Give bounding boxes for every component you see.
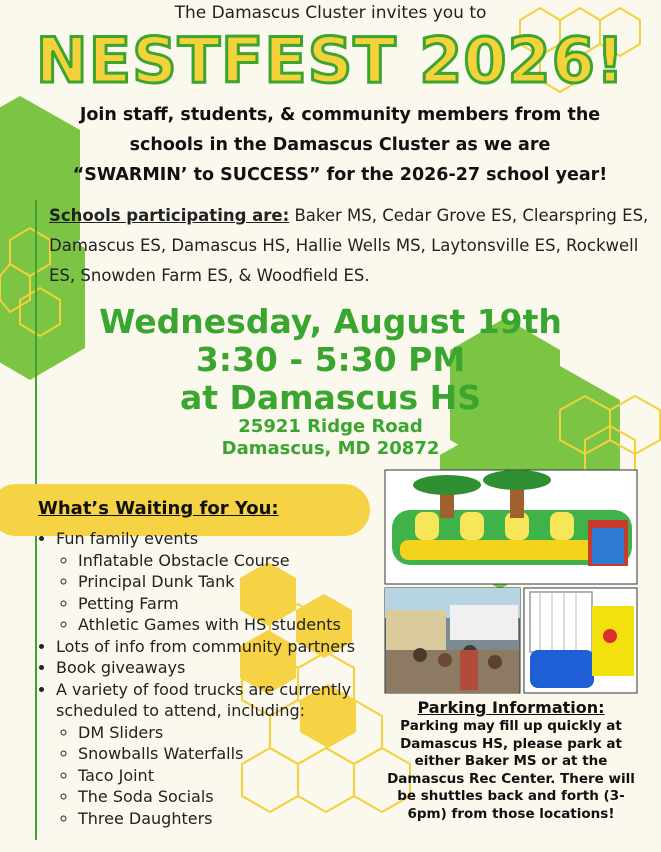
list-item: • Book giveaways: [56, 657, 376, 679]
photo-food-trucks: [385, 588, 520, 693]
schools-label: Schools participating are:: [49, 206, 290, 225]
event-street: 25921 Ridge Road: [238, 416, 423, 437]
schools-list: Baker MS, Cedar Grove ES, Clearspring ES, Damascus ES, Damascus HS, Hallie Wells MS, Laytonsville ES, Rockwell ES, Snowden Farm ES, & Woodfield ES.: [49, 206, 649, 285]
sub-list-item: ◦ Petting Farm: [78, 593, 376, 615]
photo-obstacle-course: [385, 470, 637, 584]
sub-list-item: ◦ Athletic Games with HS students: [78, 614, 376, 636]
sub-list-item: ◦ Three Daughters: [78, 808, 376, 830]
parking-information: [380, 698, 642, 832]
list-item: • A variety of food trucks are currently scheduled to attend, including: ◦ DM Sliders ◦ Snowballs Waterfalls ◦ Taco Joint ◦ The Soda Socials ◦ Three Daughters: [56, 679, 376, 830]
invitation-line: The Damascus Cluster invites you to: [174, 3, 487, 23]
intro-line-3: “SWARMIN’ to SUCCESS” for the 2026-27 school year!: [72, 165, 608, 185]
sub-list-item: ◦ DM Sliders: [78, 722, 376, 744]
event-venue: at Damascus HS: [179, 378, 482, 417]
intro-line-1: Join staff, students, & community members from the: [79, 105, 601, 125]
parking-heading: Parking Information:: [417, 698, 605, 717]
waiting-heading: What’s Waiting for You:: [38, 498, 279, 519]
intro-text: [40, 100, 640, 190]
schools-participating: [49, 201, 649, 291]
sub-list-item: ◦ Snowballs Waterfalls: [78, 743, 376, 765]
sub-list-item: ◦ Inflatable Obstacle Course: [78, 550, 376, 572]
photo-dunk-tank: [524, 588, 637, 693]
event-city: Damascus, MD 20872: [221, 438, 440, 459]
sub-list-item: ◦ Taco Joint: [78, 765, 376, 787]
parking-text: Parking may fill up quickly at Damascus HS, please park at either Baker MS or at the Damascus Rec Center. There will be shuttles back and forth (3-6pm) from those locations!: [387, 718, 635, 822]
list-item: • Lots of info from community partners: [56, 636, 376, 658]
activities-list: [36, 528, 376, 829]
intro-line-2: schools in the Damascus Cluster as we are: [129, 135, 551, 155]
sub-list-item: ◦ The Soda Socials: [78, 786, 376, 808]
event-date: Wednesday, August 19th: [99, 302, 562, 341]
activities-bullets: [36, 528, 376, 829]
event-time: 3:30 - 5:30 PM: [195, 340, 466, 379]
list-item: • Fun family events ◦ Inflatable Obstacle Course ◦ Principal Dunk Tank ◦ Petting Farm ◦ Athletic Games with HS students: [56, 528, 376, 636]
sub-list-item: ◦ Principal Dunk Tank: [78, 571, 376, 593]
event-title: NESTFEST 2026!: [35, 24, 626, 97]
